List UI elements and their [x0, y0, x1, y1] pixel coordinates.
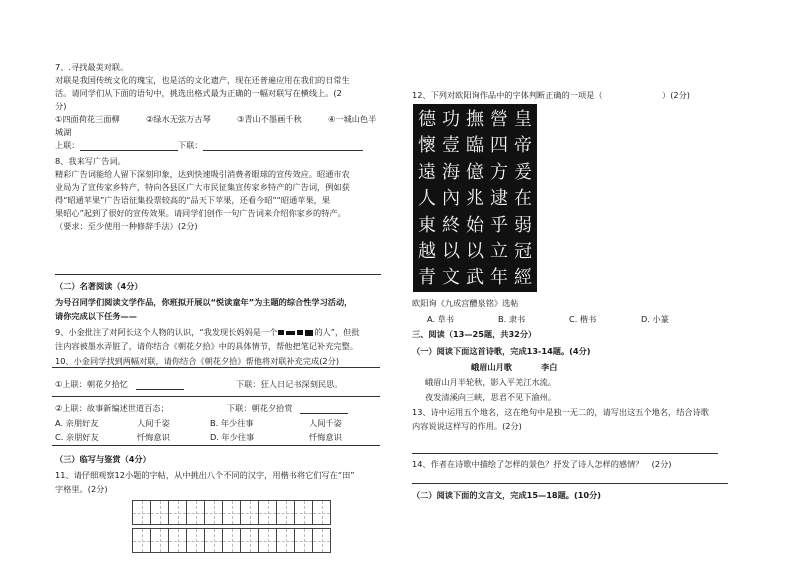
- q7-option-2: ②绿水无弦万古琴: [146, 114, 211, 124]
- calligraphy-column-1: [512, 107, 534, 292]
- tian-cell[interactable]: [276, 500, 295, 525]
- q14-text: 14、作者在诗歌中描绘了怎样的景色？抒发了诗人怎样的感情？ (2分): [412, 459, 672, 469]
- q8-text-2: 业局为了宣传家乡特产，特向各县区广大市民征集宣传家乡特产的广告词，例如获: [55, 182, 350, 192]
- calligraphy-char: 弱: [514, 214, 532, 236]
- q9-text-1: [55, 327, 360, 338]
- q12-title: 12、下列对欧阳询作品中的字体判断正确的一项是（: [412, 90, 603, 100]
- tian-cell[interactable]: [222, 500, 241, 525]
- q7-title: 7、.寻找最美对联。: [55, 62, 129, 72]
- tian-cell[interactable]: [240, 500, 259, 525]
- calligraphy-char: 武: [466, 267, 484, 289]
- q9-text-1a: 9、小金批注了对阿长这个人物的认识，“我发现长妈妈是一个: [55, 327, 278, 337]
- calligraphy-char: 遠: [418, 161, 436, 183]
- tian-cell[interactable]: [204, 500, 223, 525]
- q13-text-2: 内容说说这样写的作用。(2分): [412, 421, 522, 431]
- calligraphy-char: 臨: [466, 135, 484, 157]
- calligraphy-column-4: [440, 107, 462, 292]
- q9-text-1b: 的人”，但批: [314, 327, 360, 337]
- tian-cell[interactable]: [312, 528, 331, 553]
- q10-row2-lower: 下联：朝花夕拾赏: [227, 403, 293, 413]
- calligraphy-char: 海: [442, 161, 460, 183]
- q11-text-1: 11、请仔细观察12小题的字帖，从中挑出八个不同的汉字，用楷书将它们写在“田”: [55, 470, 355, 480]
- q10-option-c[interactable]: C. 亲朋好友: [55, 432, 99, 442]
- tian-grid-row-1[interactable]: [132, 500, 330, 525]
- q7-lower-couplet-label: 下联：: [178, 140, 203, 150]
- calligraphy-char: 年: [490, 267, 508, 289]
- calligraphy-column-3: [464, 107, 486, 292]
- tian-cell[interactable]: [168, 500, 187, 525]
- q7-option-4: ④一城山色半: [328, 114, 377, 124]
- tian-cell[interactable]: [186, 528, 205, 553]
- tian-cell[interactable]: [294, 500, 313, 525]
- q8-answer-line[interactable]: [55, 274, 381, 275]
- tian-cell[interactable]: [132, 528, 151, 553]
- calligraphy-char: 爰: [514, 161, 532, 183]
- reading-section-title: 三、阅读（13—25题，共32分）: [412, 329, 537, 339]
- tian-cell[interactable]: [150, 528, 169, 553]
- calligraphy-column-2: [488, 107, 510, 292]
- q10-option-d[interactable]: D. 年少往事: [210, 432, 255, 442]
- calligraphy-char: 四: [490, 135, 508, 157]
- q14-answer-line[interactable]: [412, 483, 728, 484]
- q10-option-c-2: 忏悔意识: [137, 432, 170, 442]
- calligraphy-char: 皇: [514, 109, 532, 130]
- calligraphy-char: 以: [442, 240, 460, 262]
- q10-option-d-2: 忏悔意识: [309, 432, 342, 442]
- q10-row2-upper: ②上联：故事新编述世道百态；: [55, 403, 169, 413]
- q7-option-3: ③青山不墨画千秋: [237, 114, 302, 124]
- q10-row2-blank[interactable]: [300, 413, 348, 414]
- calligraphy-char: 內: [442, 188, 460, 210]
- tian-cell[interactable]: [258, 528, 277, 553]
- q7-text-1: 对联是我国传统文化的瑰宝，也是活的文化遗产，现在还普遍应用在我们的日常生: [55, 75, 350, 85]
- poem-line-1: 峨眉山月半轮秋，影入平羌江水流。: [425, 377, 557, 387]
- calligraphy-char: 功: [442, 109, 460, 130]
- tian-cell[interactable]: [312, 500, 331, 525]
- q7-option-4-cont: 城湖: [55, 127, 72, 137]
- calligraphy-char: 東: [418, 214, 436, 236]
- poem-author: 李白: [541, 362, 558, 372]
- tian-cell[interactable]: [186, 500, 205, 525]
- calligraphy-char: 撫: [466, 109, 484, 130]
- calligraphy-char: 乎: [490, 214, 508, 236]
- tian-cell[interactable]: [294, 528, 313, 553]
- calligraphy-rubbing: [413, 104, 537, 292]
- calligraphy-char: 文: [442, 267, 460, 289]
- section-2-intro-2: 请你完成以下任务——: [55, 311, 137, 321]
- q10-box-top: [52, 367, 380, 368]
- calligraphy-char: 在: [514, 188, 532, 210]
- poem-line-2: 夜发清溪向三峡，思君不见下渝州。: [425, 392, 557, 402]
- q8-text-3: 得“昭通苹果”广告语征集投票较高的“品天下苹果，还看今昭”“昭通苹果，果: [55, 195, 331, 205]
- calligraphy-char: 逮: [490, 188, 508, 210]
- tian-cell[interactable]: [132, 500, 151, 525]
- q12-option-a[interactable]: A. 草书: [427, 314, 455, 324]
- poem-title: 峨眉山月歌: [471, 362, 512, 372]
- calligraphy-char: 營: [490, 109, 508, 130]
- section-3-title: （三）临写与鉴赏（4分）: [55, 454, 151, 464]
- q10-box-divider: [52, 396, 380, 397]
- q10-row1-upper: ①上联：朝花夕拾忆: [55, 379, 128, 389]
- q7-lower-couplet-blank[interactable]: [203, 150, 363, 151]
- calligraphy-char: 始: [466, 214, 484, 236]
- q7-text-2: 活。请同学们从下面的语句中，挑选出格式最为正确的一幅对联写在横线上。(2: [55, 88, 342, 98]
- q7-option-1: ①四面荷花三面柳: [55, 114, 120, 124]
- tian-cell[interactable]: [168, 528, 187, 553]
- q10-box-bottom: [52, 445, 380, 446]
- q10-row1-lower: 下联：狂人日记书深刻民思。: [236, 379, 343, 389]
- calligraphy-char: 壹: [442, 135, 460, 157]
- q10-option-b[interactable]: B. 年少往事: [210, 418, 254, 428]
- tian-cell[interactable]: [222, 528, 241, 553]
- q10-option-a[interactable]: A. 亲朋好友: [55, 418, 99, 428]
- q10-text: 10、小金同学找到两幅对联，请你结合《朝花夕拾》帮他将对联补充完成(2分): [55, 356, 340, 366]
- q12-score: ）(2分): [662, 90, 690, 100]
- calligraphy-char: 方: [490, 161, 508, 183]
- q13-answer-line[interactable]: [412, 453, 718, 454]
- q10-option-a-2: 人间千姿: [137, 418, 170, 428]
- calligraphy-char: 冠: [514, 240, 532, 262]
- tian-cell[interactable]: [276, 528, 295, 553]
- calligraphy-char: 以: [466, 240, 484, 262]
- calligraphy-char: 懷: [418, 135, 436, 157]
- section-2-intro-1: 为号召同学们阅读文学作品，你班拟开展以“悦读童年”为主题的综合性学习活动，: [55, 297, 353, 307]
- q9-text-2: 注内容被墨水弄脏了，请你结合《朝花夕拾》中的具体情节，帮他把笔记补充完整。: [55, 341, 358, 351]
- q10-option-b-2: 人间千姿: [309, 418, 342, 428]
- calligraphy-char: 人: [418, 188, 436, 210]
- ink-blot: [277, 327, 314, 337]
- tian-grid-row-2[interactable]: [132, 528, 330, 553]
- reading-subsection-2: （二）阅读下面的文言文，完成15—18题。(10分): [412, 490, 602, 500]
- q7-text-3: 分): [55, 101, 67, 111]
- calligraphy-char: 帝: [514, 135, 532, 157]
- tian-cell[interactable]: [150, 500, 169, 525]
- calligraphy-column-5: [416, 107, 438, 292]
- q7-upper-couplet-label: 上联：: [55, 140, 80, 150]
- tian-cell[interactable]: [258, 500, 277, 525]
- q13-text-1: 13、诗中运用五个地名，这在绝句中是独一无二的，请写出这五个地名，结合诗歌: [412, 407, 709, 417]
- q8-text-5: （要求：至少使用一种修辞手法）(2分): [55, 221, 198, 231]
- q8-text-4: 果昭心”起到了很好的宣传效果。请同学们创作一句广告词来介绍你家乡的特产。: [55, 208, 346, 218]
- section-2-title: （二）名著阅读（4分）: [55, 281, 143, 291]
- calligraphy-char: 立: [490, 240, 508, 262]
- q7-upper-couplet-blank[interactable]: [80, 150, 178, 151]
- calligraphy-char: 經: [514, 267, 532, 289]
- q10-row1-blank[interactable]: [136, 389, 184, 390]
- q8-text-1: 精彩广告词能给人留下深刻印象，达到快速吸引消费者眼球的宣传效应。昭通市农: [55, 169, 350, 179]
- calligraphy-char: 終: [442, 214, 460, 236]
- q12-option-b[interactable]: B. 隶书: [498, 314, 526, 324]
- calligraphy-char: 青: [418, 267, 436, 289]
- q12-option-c[interactable]: C. 楷书: [569, 314, 597, 324]
- tian-cell[interactable]: [204, 528, 223, 553]
- calligraphy-caption: 欧阳询《九成宫醴泉铭》选帖: [412, 298, 519, 308]
- q11-text-2: 字格里。(2分): [55, 484, 108, 494]
- calligraphy-char: 億: [466, 161, 484, 183]
- q8-title: 8、我来写广告词。: [55, 156, 126, 166]
- calligraphy-char: 越: [418, 240, 436, 262]
- calligraphy-char: 德: [418, 109, 436, 130]
- reading-subsection-1: （一）阅读下面这首诗歌，完成13-14题。(4分): [412, 346, 591, 356]
- q12-option-d[interactable]: D. 小篆: [641, 314, 669, 324]
- tian-cell[interactable]: [240, 528, 259, 553]
- calligraphy-char: 兆: [466, 188, 484, 210]
